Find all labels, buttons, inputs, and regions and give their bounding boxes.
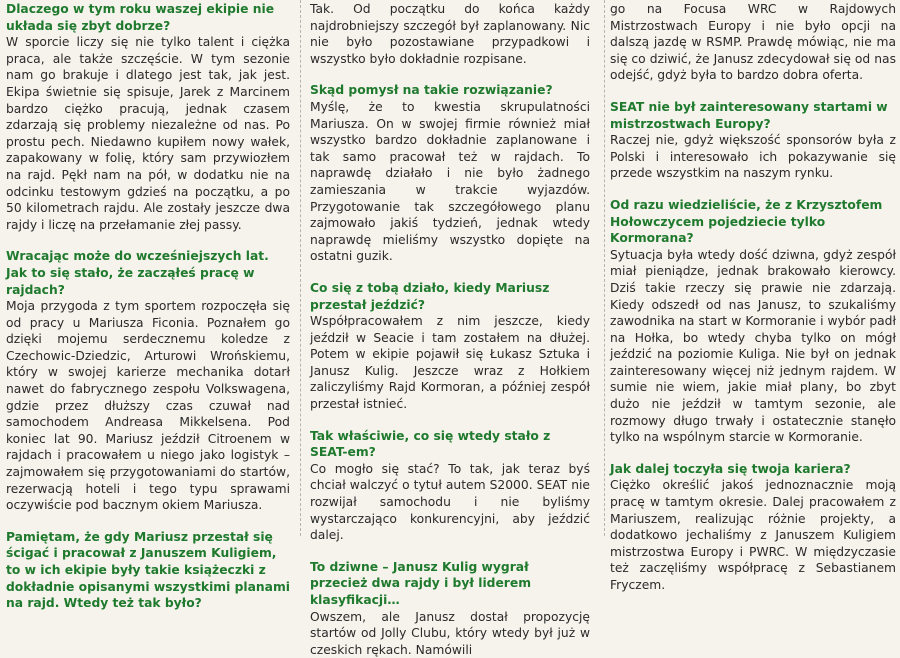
interview-answer: go na Focusa WRC w Rajdowych Mistrzostwach Europy i nie było opcji na dalszą jazdę w RSMP. Prawdę mówiąc, nie ma się co dziwić, że Janusz zdecydował się od nas odejść, gdyż była to bardzo dobra oferta. (610, 2, 896, 83)
column-2 (300, 0, 600, 657)
interview-answer: W sporcie liczy się nie tylko talent i ciężka praca, ale także szczęście. W tym sezonie nam go brakuje i dlatego jest tak, jak jest. Ekipa świetnie się spisuje, Jarek z Marcinem bardzo ciężko pracują, jednak czasem zdarzają się problemy niezależne od nas. Po prostu pech. Niedawno kupiłem nowy wałek, zapakowany w folię, który sam przywiozłem na rajd. Pękł nam na pół, w dodatku nie na odcinku testowym gdzieś na początku, a po 50 kilometrach rajdu. Ale zostały jeszcze dwa rajdy i liczę na przełamanie złej passy. (6, 35, 290, 232)
interview-answer: Sytuacja była wtedy dość dziwna, gdyż zespół miał pieniądze, jednak brakowało kierowcy. Dziś takie rzeczy się prawie nie zdarzają. Kiedy odszedł od nas Janusz, to szukaliśmy zawodnika na start w Kormoranie i wybór padł na Hołka, bo wtedy chyba tylko on mógł jeździć na poziomie Kuliga. Nie był on jednak zainteresowany więcej niż jednym rajdem. W sumie nie wiem, jakie miał plany, bo zbyt dużo nie jeździł w tamtym sezonie, ale rozmowy długo trwały i ostatecznie stanęło tylko na wspólnym starcie w Kormoranie. (610, 247, 896, 445)
interview-answer: Moja przygoda z tym sportem rozpoczęła się od pracy u Mariusza Ficonia. Poznałem go dzięki mojemu serdecznemu koledze z Czechowic-Dziedzic, Arturowi Wrońskiemu, który w swojej karierze mechanika dotarł nawet do fabrycznego zespołu Volkswagena, gdzie przez dłuższy czas czuwał nad samochodem Andreasa Mikkelsena. Pod koniec lat 90. Mariusz jeździł Citroenem w rajdach i pracowałem u niego jako logistyk – zajmowałem się przygotowaniami do startów, rezerwacją hoteli i tego typu sprawami oczywiście pod bacznym okiem Mariusza. (6, 299, 290, 513)
interview-answer: Myślę, że to kwestia skrupulatności Mariusza. On w swojej firmie również miał wszystko bardzo dokładnie zaplanowane i tak samo pracował też w rajdach. To naprawdę działało i nie było żadnego zamieszania w trakcie wyjazdów. Przygotowanie tak szczegółowego planu zajmowało jakiś tydzień, jednak wtedy naprawdę mieliśmy wszystko dopięte na ostatni guzik. (310, 99, 590, 264)
interview-question: Wracając może do wcześniejszych lat. Jak to się stało, że zacząłeś pracę w rajdach? (6, 249, 269, 297)
interview-question: SEAT nie był zainteresowany startami w mistrzostwach Europy? (610, 99, 888, 131)
interview-question: To dziwne – Janusz Kulig wygrał przecież dwa rajdy i był liderem klasyfikacji… (310, 559, 532, 607)
interview-answer: Co mogło się stać? To tak, jak teraz byś chciał walczyć o tytuł autem S2000. SEAT nie rozwijał samochodu i nie byliśmy wystarczająco konkurencyjni, aby jeździć dalej. (310, 461, 590, 543)
interview-question: Pamiętam, że gdy Mariusz przestał się ścigać i pracował z Januszem Kuligiem, to w ich ekipie były takie książeczki z dokładnie opisanymi wszystkimi planami na rajd. Wtedy też tak było? (6, 529, 290, 611)
column-1 (6, 0, 300, 611)
interview-question: Co się z tobą działo, kiedy Mariusz przestał jeździć? (310, 280, 550, 312)
interview-answer: Ciężko określić jakoś jednoznacznie moją pracę w tamtym okresie. Dalej pracowałem z Mariuszem, realizując różnie projekty, a dodatkowo jechaliśmy z Januszem Kuligiem mistrzostwa Europy i PWRC. W międzyczasie też zaczęliśmy współpracę z Sebastianem Fryczem. (610, 478, 896, 592)
interview-answer: Tak. Od początku do końca każdy najdrobniejszy szczegół był zaplanowany. Nic nie było pozostawiane przypadkowi i wszystko było dokładnie rozpisane. (310, 2, 590, 66)
column-3 (600, 0, 896, 592)
interview-question: Dlaczego w tym roku waszej ekipie nie układa się zbyt dobrze? (6, 2, 275, 33)
interview-question: Jak dalej toczyła się twoja kariera? (610, 461, 851, 476)
interview-answer: Owszem, ale Janusz dostał propozycję startów od Jolly Clubu, który wtedy był już w czeskich rękach. Namówili (310, 609, 590, 657)
interview-question: Od razu wiedzieliście, że z Krzysztofem Hołowczycem pojedziecie tylko Kormorana? (610, 197, 883, 246)
interview-answer: Współpracowałem z nim jeszcze, kiedy jeździł w Seacie i tam zostałem na dłużej. Potem w ekipie pojawił się Łukasz Sztuka i Janusz Kulig. Jeszcze wraz z Hołkiem zaliczyliśmy Rajd Kormoran, a później zespół przestał istnieć. (310, 314, 590, 412)
interview-question: Tak właściwie, co się wtedy stało z SEAT-em? (310, 428, 551, 460)
interview-answer: Raczej nie, gdyż większość sponsorów była z Polski i interesowało ich pokazywanie się przede wszystkim na naszym rynku. (610, 133, 896, 181)
interview-question: Skąd pomysł na takie rozwiązanie? (310, 83, 553, 98)
